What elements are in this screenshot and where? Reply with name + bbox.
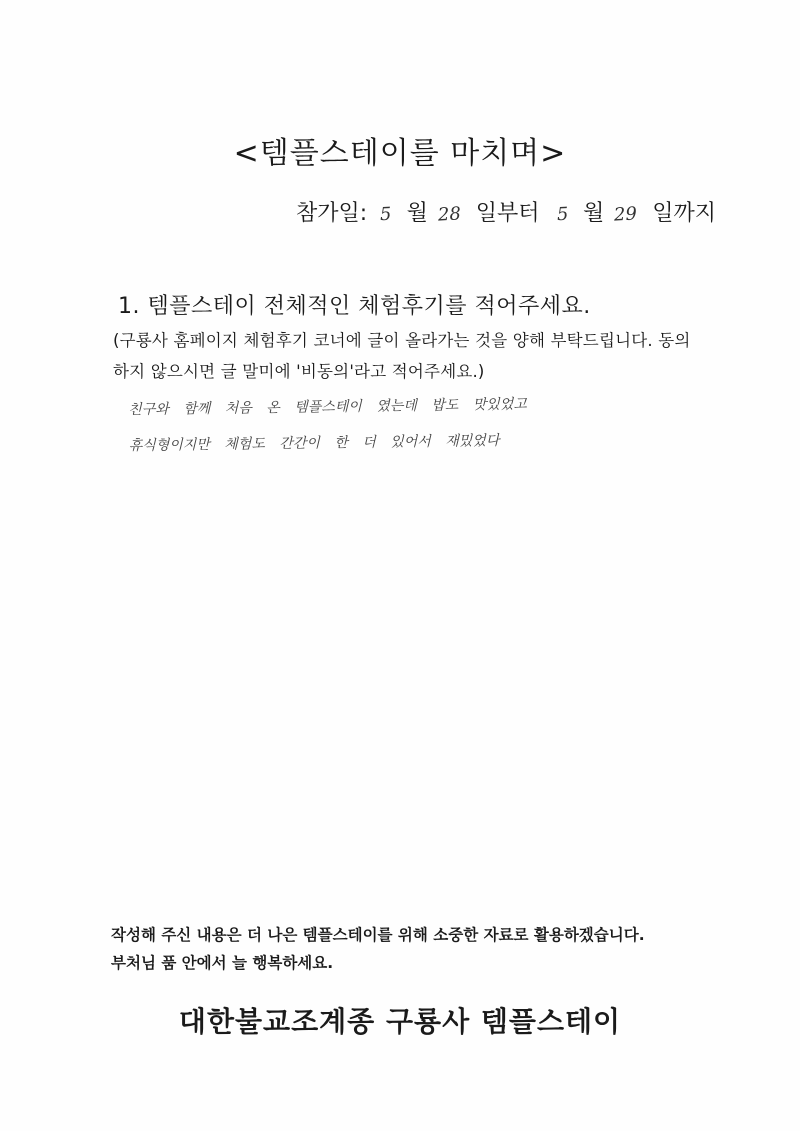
end-month-value: 5: [556, 203, 569, 226]
page-title: <템플스테이를 마치며>: [233, 136, 567, 171]
answer-line: 휴식형이지만 체험도 간간이 한 더 있어서 재밌었다: [128, 432, 500, 454]
consent-note: (구룡사 홈페이지 체험후기 코너에 글이 올라가는 것을 양해 부탁드립니다. 동의하지 않으시면 글 말미에 '비동의'라고 적어주세요.): [113, 331, 691, 381]
end-day-value: 29: [613, 203, 638, 226]
organization-name: 대한불교조계종 구룡사 템플스테이: [178, 1005, 622, 1038]
participation-dates: [296, 196, 726, 227]
month-unit-end: 월: [583, 201, 605, 226]
answer-line: 친구와 함께 처음 온 템플스테이 였는데 밥도 맛있었고: [128, 396, 528, 418]
footer-blessing: 부처님 품 안에서 늘 행복하세요.: [111, 954, 334, 972]
participation-label: 참가일:: [296, 201, 368, 226]
start-month-value: 5: [379, 203, 393, 226]
question-heading: 1. 템플스테이 전체적인 체험후기를 적어주세요.: [118, 294, 591, 319]
handwritten-answer: [128, 385, 599, 464]
footer-thanks: 작성해 주신 내용은 더 나은 템플스테이를 위해 소중한 자료로 활용하겠습니다.: [111, 926, 645, 944]
month-unit-start: 월: [406, 201, 428, 226]
start-day-value: 28: [437, 203, 462, 226]
to-label: 일까지: [652, 201, 716, 226]
from-label: 일부터: [475, 201, 540, 226]
